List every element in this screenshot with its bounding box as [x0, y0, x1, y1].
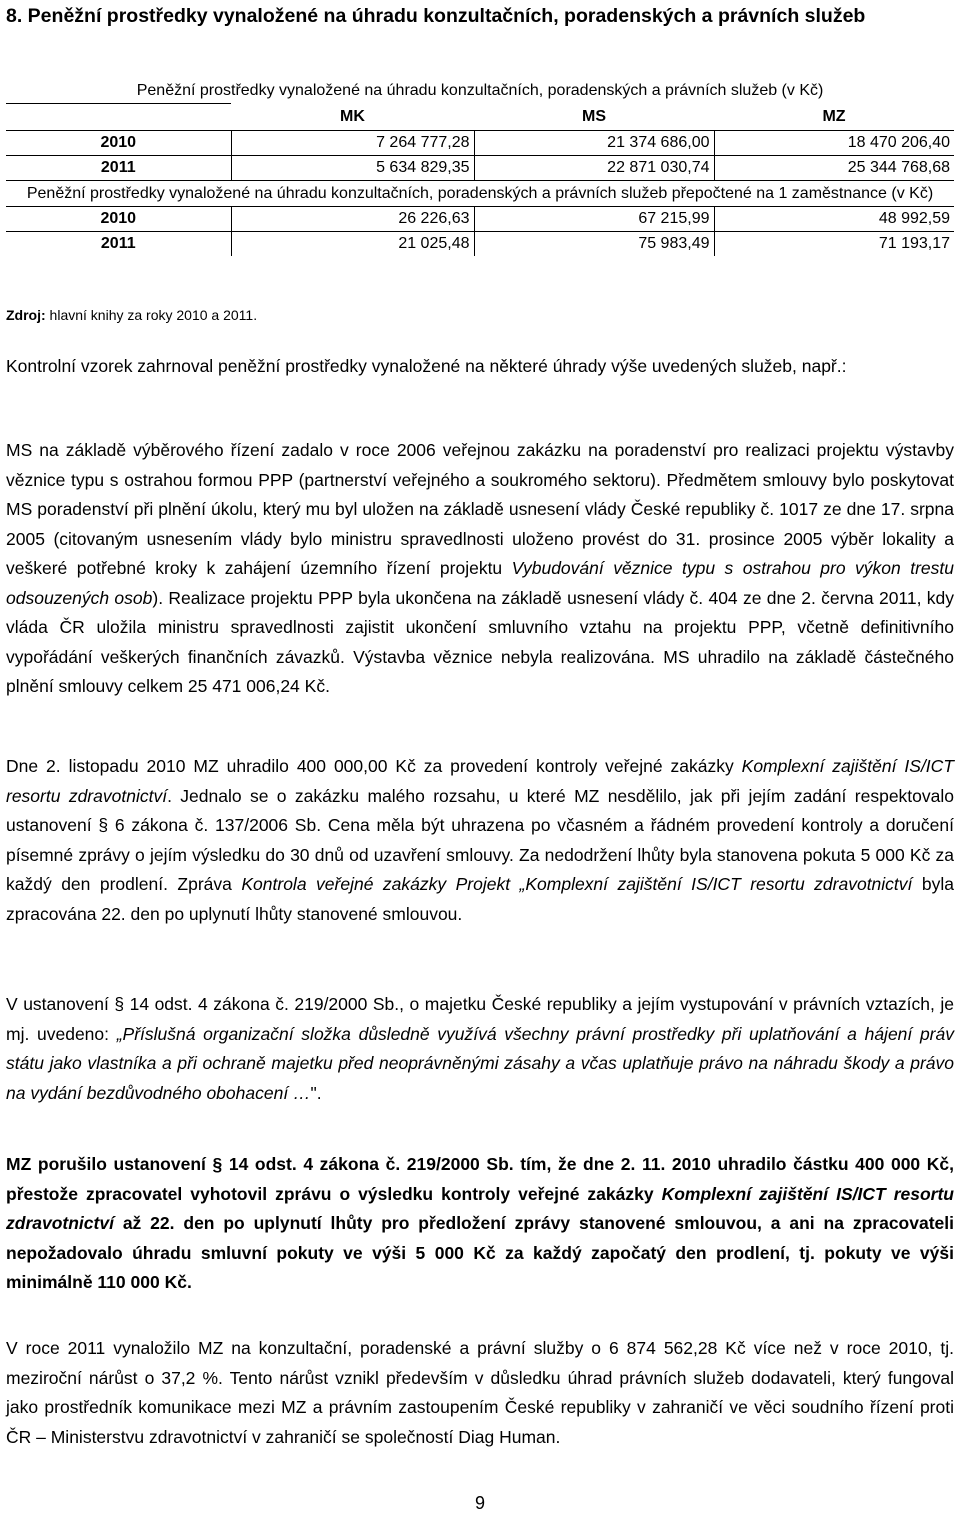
year-cell: 2010: [6, 206, 231, 231]
value-cell-mk: 5 634 829,35: [231, 155, 474, 180]
value-cell-mk: 21 025,48: [231, 231, 474, 256]
source-text: hlavní knihy za roky 2010 a 2011.: [49, 307, 258, 323]
section-title: 8. Peněžní prostředky vynaložené na úhradu konzultačních, poradenských a právních služeb: [6, 5, 866, 27]
header-ms: MS: [582, 107, 606, 125]
year-cell: 2011: [6, 155, 231, 180]
paragraph-legal-provision: V ustanovení § 14 odst. 4 zákona č. 219/2000 Sb., o majetku České republiky a jejím vystupování v právních vztazích, je mj. uvedeno: „Příslušná organizační složka důsledně využívá všechny právní prostředky při uplatňování a hájení práv státu jako vlastníka a při ochraně majetku před neoprávněnými zásahy a včas uplatňuje právo na náhradu škody a právo na vydání bezdůvodného obohacení …".: [6, 994, 954, 1103]
year-cell: 2010: [6, 130, 231, 155]
table-row: [6, 130, 954, 155]
year-cell: 2011: [6, 231, 231, 256]
paragraph-intro: Kontrolní vzorek zahrnoval peněžní prostředky vynaložené na některé úhrady výše uvedených služeb, např.:: [6, 356, 847, 376]
header-empty-cell: [6, 104, 231, 131]
value-cell-ms: 67 215,99: [474, 206, 714, 231]
table-row: [6, 231, 954, 256]
table-caption-per-employee: Peněžní prostředky vynaložené na úhradu konzultačních, poradenských a právních služeb přepočtené na 1 zaměstnance (v Kč): [6, 180, 954, 206]
table-caption-totals: Peněžní prostředky vynaložené na úhradu konzultačních, poradenských a právních služeb (v Kč): [136, 82, 824, 99]
paragraph-finding: MZ porušilo ustanovení § 14 odst. 4 zákona č. 219/2000 Sb. tím, že dne 2. 11. 2010 uhradilo částku 400 000 Kč, přestože zpracovatel vyhotovil zprávu o výsledku kontroly veřejné zakázky Komplexní zajištění IS/ICT resortu zdravotnictví až 22. den po uplynutí lhůty pro předložení zprávy stanovené smlouvou, a ani na zpracovateli nepožadovalo úhradu smluvní pokuty ve výši 5 000 Kč za každý započatý den prodlení, tj. pokuty ve výši minimálně 110 000 Kč.: [6, 1154, 954, 1292]
paragraph-mz-inspection: Dne 2. listopadu 2010 MZ uhradilo 400 000,00 Kč za provedení kontroly veřejné zakázky Komplexní zajištění IS/ICT resortu zdravotnictví. Jednalo se o zakázku malého rozsahu, u které MZ nesdělilo, jak při jejím zadání respektovalo ustanovení § 6 zákona č. 137/2006 Sb. Cena měla být uhrazena po včasném a řádném provedení kontroly a doručení písemné zprávy o jejím výsledku do 30 dnů od uzavření smlouvy. Za nedodržení lhůty byla stanovena pokuta 5 000 Kč za každý den prodlení. Zpráva Kontrola veřejné zakázky Projekt „Komplexní zajištění IS/ICT resortu zdravotnictví byla zpracována 22. den po uplynutí lhůty stanovené smlouvou.: [6, 756, 954, 924]
header-mk: MK: [340, 107, 365, 125]
value-cell-mz: 18 470 206,40: [714, 130, 954, 155]
table-row: [6, 206, 954, 231]
value-cell-mz: 48 992,59: [714, 206, 954, 231]
value-cell-ms: 22 871 030,74: [474, 155, 714, 180]
costs-table: [6, 78, 954, 256]
paragraph-mz-2011: V roce 2011 vynaložilo MZ na konzultační, poradenské a právní služby o 6 874 562,28 Kč více než v roce 2010, tj. meziroční nárůst o 37,2 %. Tento nárůst vznikl především v důsledku úhrad právních služeb dodavateli, který fungoval jako prostředník komunikace mezi MZ a právním zastoupením České republiky v zahraničí ve věci soudního řízení proti ČR – Ministerstvu zdravotnictví v zahraničí se společností Diag Human.: [6, 1338, 954, 1447]
table-source-note: [6, 307, 257, 323]
table-row: [6, 155, 954, 180]
value-cell-mz: 71 193,17: [714, 231, 954, 256]
value-cell-mk: 7 264 777,28: [231, 130, 474, 155]
page-number: 9: [474, 1493, 485, 1513]
value-cell-mz: 25 344 768,68: [714, 155, 954, 180]
source-label: Zdroj:: [6, 307, 46, 323]
value-cell-ms: 21 374 686,00: [474, 130, 714, 155]
value-cell-mk: 26 226,63: [231, 206, 474, 231]
paragraph-ms-ppp: MS na základě výběrového řízení zadalo v roce 2006 veřejnou zakázku na poradenství pro realizaci projektu výstavby věznice typu s ostrahou formou PPP (partnerství veřejného a soukromého sektoru). Předmětem smlouvy bylo poskytovat MS poradenství při plnění úkolu, který mu byl uložen na základě usnesení vlády České republiky č. 1017 ze dne 17. srpna 2005 (citovaným usnesením vlády bylo ministru spravedlnosti uloženo provést do 31. prosince 2005 výběr lokality a veškeré potřebné kroky k zahájení územního řízení projektu Vybudování věznice typu s ostrahou pro výkon trestu odsouzených osob). Realizace projektu PPP byla ukončena na základě usnesení vlády č. 404 ze dne 2. června 2011, kdy vláda ČR uložila ministru spravedlnosti zajistit ukončení smluvního vztahu na projektu PPP, včetně definitivního vypořádání veškerých finančních závazků. Výstavba věznice nebyla realizována. MS uhradilo na základě částečného plnění smlouvy celkem 25 471 006,24 Kč.: [6, 440, 954, 696]
value-cell-ms: 75 983,49: [474, 231, 714, 256]
header-mz: MZ: [822, 107, 846, 125]
